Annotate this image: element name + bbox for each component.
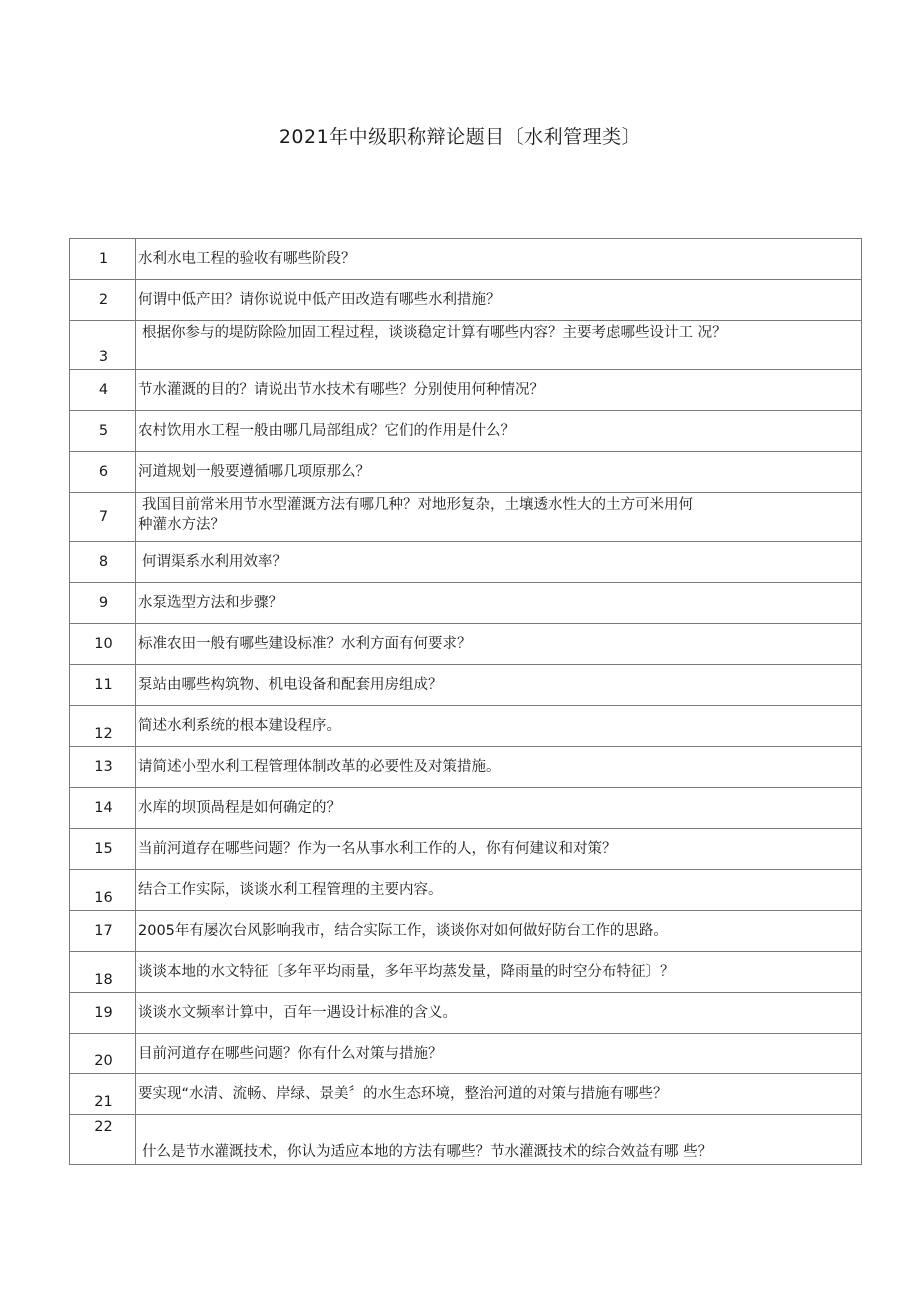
question-number: 2	[70, 280, 136, 321]
question-number: 13	[70, 747, 136, 788]
question-number: 17	[70, 911, 136, 952]
table-row	[70, 280, 862, 321]
question-text: 简述水利系统的根本建设程序。	[136, 706, 862, 747]
table-row	[70, 1074, 862, 1115]
questions-table	[69, 238, 862, 1165]
question-text: 标准农田一般有哪些建设标准？水利方面有何要求？	[136, 624, 862, 665]
question-text: 我国目前常米用节水型灌溉方法有哪几种？对地形复杂，土壤透水性大的土方可米用何	[142, 497, 693, 513]
table-row	[70, 911, 862, 952]
question-number: 5	[70, 411, 136, 452]
question-text: 节水灌溉的目的？请说出节水技术有哪些？分别使用何种情况？	[136, 370, 862, 411]
question-number: 21	[70, 1074, 136, 1115]
question-text: 何谓中低产田？请你说说中低产田改造有哪些水利措施？	[136, 280, 862, 321]
table-row	[70, 788, 862, 829]
question-text: 水泵选型方法和步骤？	[136, 583, 862, 624]
page-title: 2021年中级职称辩论题目〔水利管理类〕	[278, 126, 642, 148]
table-row	[70, 665, 862, 706]
table-row	[70, 1034, 862, 1074]
question-number: 20	[70, 1034, 136, 1074]
question-text: 谈谈水文频率计算中，百年一遇设计标准的含义。	[136, 993, 862, 1034]
table-row	[70, 952, 862, 993]
question-number: 18	[70, 952, 136, 993]
question-text: 谈谈本地的水文特征〔多年平均雨量，多年平均蒸发量，降雨量的时空分布特征〕？	[136, 952, 862, 993]
question-text-continued: 种灌水方法？	[138, 517, 225, 533]
question-text: 何谓渠系水利用效率？	[136, 542, 862, 583]
table-row	[70, 706, 862, 747]
question-number: 16	[70, 870, 136, 911]
table-row	[70, 583, 862, 624]
question-text: 请简述小型水利工程管理体制改革的必要性及对策措施。	[136, 747, 862, 788]
question-text: 目前河道存在哪些问题？你有什么对策与措施？	[136, 1034, 862, 1074]
question-text: 什么是节水灌溉技术，你认为适应本地的方法有哪些？节水灌溉技术的综合效益有哪 些？	[136, 1115, 862, 1165]
question-text: 水利水电工程的验收有哪些阶段？	[136, 239, 862, 280]
table-row	[70, 493, 862, 542]
question-text: 泵站由哪些构筑物、机电设备和配套用房组成？	[136, 665, 862, 706]
question-text: 要实现“水清、流畅、岸绿、景美〞的水生态环境，整治河道的对策与措施有哪些？	[136, 1074, 862, 1115]
question-number: 11	[70, 665, 136, 706]
question-number: 10	[70, 624, 136, 665]
question-number: 12	[70, 706, 136, 747]
question-text: 农村饮用水工程一般由哪几局部组成？它们的作用是什么？	[136, 411, 862, 452]
table-row	[70, 239, 862, 280]
table-row	[70, 747, 862, 788]
table-row	[70, 321, 862, 370]
question-text: 水库的坝顶咼程是如何确定的？	[136, 788, 862, 829]
question-number: 19	[70, 993, 136, 1034]
question-number: 9	[70, 583, 136, 624]
question-text: 河道规划一般要遵循哪几项原那么？	[136, 452, 862, 493]
table-row	[70, 993, 862, 1034]
question-text: 当前河道存在哪些问题？作为一名从事水利工作的人，你有何建议和对策？	[136, 829, 862, 870]
question-number: 1	[70, 239, 136, 280]
question-number: 3	[70, 321, 136, 370]
table-row	[70, 452, 862, 493]
question-number: 22	[70, 1115, 136, 1165]
question-text: 结合工作实际，谈谈水利工程管理的主要内容。	[136, 870, 862, 911]
question-number: 7	[70, 493, 136, 542]
table-row	[70, 870, 862, 911]
table-row	[70, 624, 862, 665]
question-number: 8	[70, 542, 136, 583]
table-row	[70, 1115, 862, 1165]
question-cell	[136, 493, 862, 542]
table-row	[70, 370, 862, 411]
question-number: 15	[70, 829, 136, 870]
question-text: 根据你参与的堤防除险加固工程过程，谈谈稳定计算有哪些内容？主要考虑哪些设计工 况？	[136, 321, 862, 370]
question-number: 14	[70, 788, 136, 829]
question-text: 2005年有屡次台风影响我市，结合实际工作，谈谈你对如何做好防台工作的思路。	[136, 911, 862, 952]
question-number: 6	[70, 452, 136, 493]
question-number: 4	[70, 370, 136, 411]
table-row	[70, 829, 862, 870]
table-row	[70, 542, 862, 583]
table-row	[70, 411, 862, 452]
